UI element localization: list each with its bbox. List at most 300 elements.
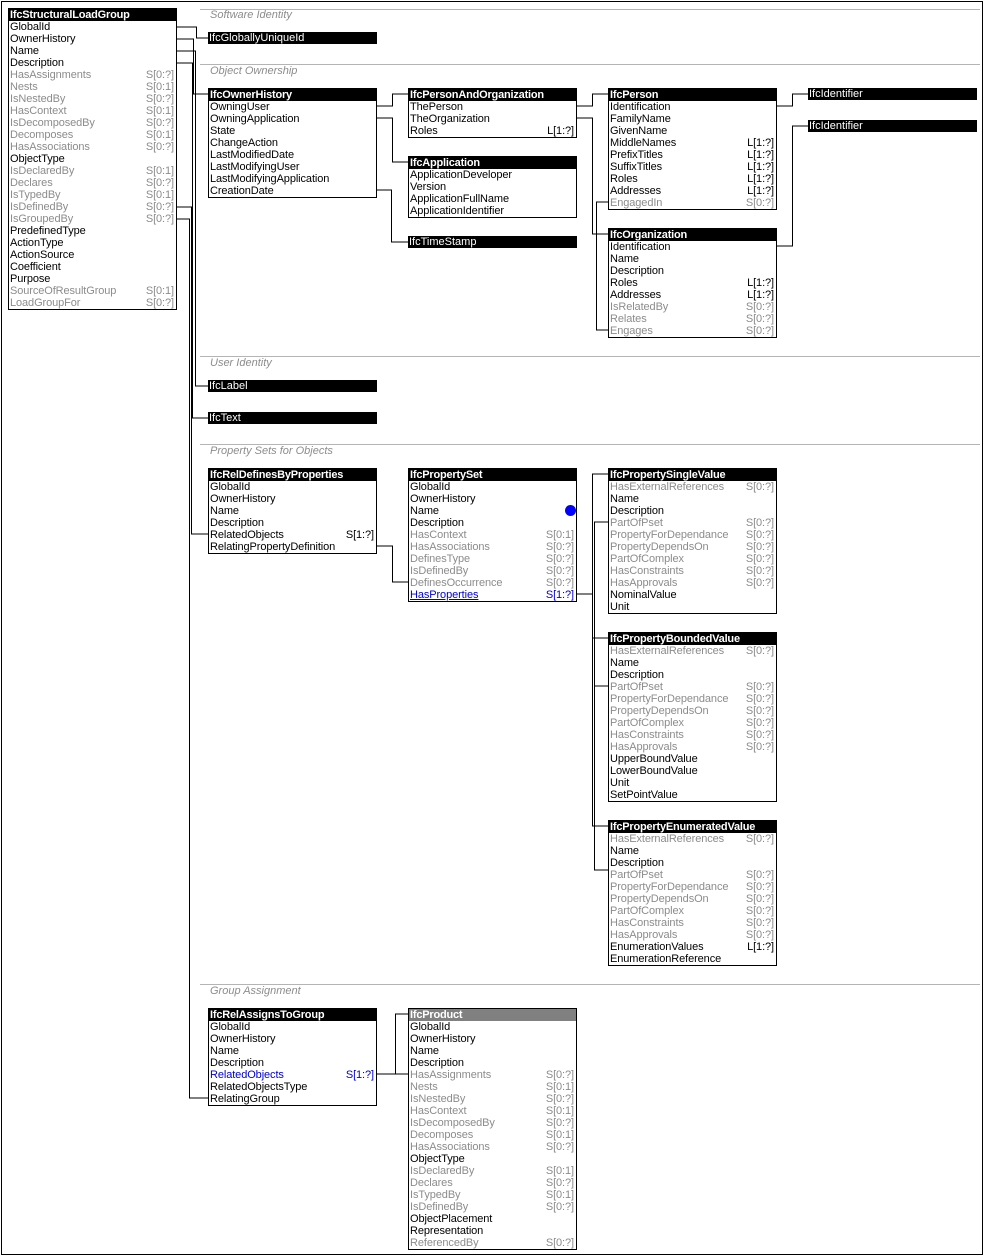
attribute-row[interactable]: [609, 137, 776, 149]
attribute-row[interactable]: [609, 277, 776, 289]
attribute-name: CreationDate: [210, 185, 274, 197]
attribute-name: EnumerationValues: [610, 941, 704, 953]
attribute-row[interactable]: [409, 193, 576, 205]
attribute-name: HasConstraints: [610, 565, 684, 577]
entity-property-bounded-value[interactable]: [608, 632, 777, 802]
attribute-name: OwnerHistory: [210, 1033, 276, 1045]
attribute-name: Declares: [10, 177, 53, 189]
attribute-cardinality: L[1:?]: [747, 173, 774, 185]
entity-title[interactable]: IfcPropertySet: [409, 469, 576, 481]
attribute-name: Name: [610, 493, 639, 505]
attribute-row[interactable]: [609, 929, 776, 941]
attribute-row[interactable]: [409, 589, 576, 601]
attribute-name: LastModifiedDate: [210, 149, 295, 161]
attribute-name: Addresses: [610, 185, 662, 197]
attribute-row[interactable]: [9, 213, 176, 225]
attribute-row[interactable]: [609, 173, 776, 185]
attribute-row[interactable]: [409, 1081, 576, 1093]
attribute-name: ObjectType: [410, 1153, 465, 1165]
attribute-row[interactable]: [209, 481, 376, 493]
attribute-row[interactable]: [409, 1153, 576, 1165]
attribute-row[interactable]: [9, 45, 176, 57]
attribute-row[interactable]: [9, 33, 176, 45]
attribute-row[interactable]: [609, 753, 776, 765]
attribute-row[interactable]: [609, 893, 776, 905]
attribute-row[interactable]: [409, 1177, 576, 1189]
attribute-name: SourceOfResultGroup: [10, 285, 117, 297]
attribute-row[interactable]: [209, 505, 376, 517]
attribute-row[interactable]: [609, 241, 776, 253]
attribute-name: IsDeclaredBy: [410, 1165, 475, 1177]
attribute-cardinality: S[1:?]: [345, 1069, 374, 1081]
entity-application[interactable]: [408, 156, 577, 218]
attribute-row[interactable]: [9, 69, 176, 81]
attribute-row[interactable]: [9, 117, 176, 129]
attribute-row[interactable]: [409, 1069, 576, 1081]
attribute-row[interactable]: [9, 201, 176, 213]
attribute-name: SuffixTitles: [610, 161, 662, 173]
selection-marker[interactable]: [565, 505, 576, 516]
attribute-cardinality: S[0:1]: [545, 1189, 574, 1201]
attribute-row[interactable]: [209, 541, 376, 553]
attribute-row[interactable]: [9, 57, 176, 69]
attribute-name: PartOfComplex: [610, 717, 684, 729]
attribute-row[interactable]: [609, 541, 776, 553]
attribute-cardinality: S[0:?]: [745, 565, 774, 577]
attribute-row[interactable]: [9, 153, 176, 165]
attribute-row[interactable]: [209, 517, 376, 529]
attribute-name: LastModifyingApplication: [210, 173, 330, 185]
attribute-row[interactable]: [609, 253, 776, 265]
attribute-name: Description: [410, 1057, 464, 1069]
label-ifc-label[interactable]: IfcLabel: [208, 380, 377, 392]
attribute-row[interactable]: [609, 301, 776, 313]
attribute-row[interactable]: [209, 493, 376, 505]
attribute-row[interactable]: [209, 125, 376, 137]
attribute-name: Description: [210, 1057, 264, 1069]
attribute-cardinality: S[1:?]: [545, 589, 574, 601]
attribute-row[interactable]: [609, 505, 776, 517]
attribute-cardinality: S[0:?]: [745, 881, 774, 893]
attribute-cardinality: S[0:?]: [545, 577, 574, 589]
attribute-cardinality: S[0:?]: [145, 201, 174, 213]
attribute-row[interactable]: [9, 237, 176, 249]
attribute-name: PartOfComplex: [610, 553, 684, 565]
attribute-name: ObjectType: [10, 153, 65, 165]
attribute-row[interactable]: [609, 589, 776, 601]
attribute-row[interactable]: [409, 1165, 576, 1177]
attribute-name: HasApprovals: [610, 577, 678, 589]
attribute-row[interactable]: [409, 1021, 576, 1033]
attribute-name: PartOfPset: [610, 869, 663, 881]
attribute-cardinality: S[0:?]: [745, 905, 774, 917]
attribute-name: IsDeclaredBy: [10, 165, 75, 177]
entity-rel-assigns-to-group[interactable]: [208, 1008, 377, 1106]
attribute-cardinality: S[0:?]: [745, 705, 774, 717]
attribute-row[interactable]: [409, 541, 576, 553]
attribute-cardinality: S[0:?]: [745, 553, 774, 565]
entity-title[interactable]: IfcRelDefinesByProperties: [209, 469, 376, 481]
attribute-row[interactable]: [9, 81, 176, 93]
entity-property-enumerated-value[interactable]: [608, 820, 777, 966]
attribute-name: LastModifyingUser: [210, 161, 300, 173]
attribute-cardinality: S[0:?]: [745, 893, 774, 905]
attribute-name: PropertyDependsOn: [610, 541, 709, 553]
attribute-name: Description: [610, 669, 664, 681]
attribute-row[interactable]: [609, 845, 776, 857]
attribute-cardinality: S[0:?]: [745, 577, 774, 589]
attribute-name: Description: [210, 517, 264, 529]
attribute-row[interactable]: [409, 1045, 576, 1057]
attribute-name: IsTypedBy: [410, 1189, 461, 1201]
attribute-row[interactable]: [609, 881, 776, 893]
entity-title[interactable]: IfcApplication: [409, 157, 576, 169]
section-user-identity: User Identity: [210, 357, 272, 369]
attribute-cardinality: S[0:1]: [145, 285, 174, 297]
attribute-row[interactable]: [609, 765, 776, 777]
attribute-row[interactable]: [9, 21, 176, 33]
attribute-row[interactable]: [609, 741, 776, 753]
attribute-row[interactable]: [209, 1045, 376, 1057]
attribute-name: PropertyDependsOn: [610, 705, 709, 717]
attribute-row[interactable]: [409, 1225, 576, 1237]
entity-title[interactable]: IfcPersonAndOrganization: [409, 89, 576, 101]
attribute-name: ChangeAction: [210, 137, 278, 149]
attribute-row[interactable]: [209, 173, 376, 185]
attribute-row[interactable]: [409, 181, 576, 193]
attribute-row[interactable]: [609, 149, 776, 161]
entity-property-set[interactable]: [408, 468, 577, 602]
attribute-cardinality: S[0:?]: [145, 69, 174, 81]
attribute-name: HasAssociations: [410, 1141, 490, 1153]
entity-person[interactable]: [608, 88, 777, 210]
attribute-row[interactable]: [9, 93, 176, 105]
attribute-cardinality: S[0:?]: [145, 177, 174, 189]
attribute-row[interactable]: [409, 1093, 576, 1105]
attribute-row[interactable]: [609, 669, 776, 681]
attribute-row[interactable]: [609, 941, 776, 953]
attribute-row[interactable]: [409, 505, 576, 517]
attribute-name: Name: [210, 1045, 239, 1057]
attribute-name: PropertyForDependance: [610, 881, 729, 893]
attribute-name: EngagedIn: [610, 197, 663, 209]
label-ifc-identifier[interactable]: IfcIdentifier: [808, 88, 977, 100]
attribute-row[interactable]: [409, 1213, 576, 1225]
attribute-row[interactable]: [9, 297, 176, 309]
attribute-row[interactable]: [9, 189, 176, 201]
attribute-list: [409, 101, 576, 137]
attribute-row[interactable]: [209, 149, 376, 161]
attribute-row[interactable]: [609, 577, 776, 589]
attribute-cardinality: S[0:?]: [545, 1177, 574, 1189]
attribute-cardinality: S[0:1]: [545, 1129, 574, 1141]
attribute-row[interactable]: [609, 693, 776, 705]
attribute-row[interactable]: [409, 125, 576, 137]
attribute-row[interactable]: [609, 953, 776, 965]
attribute-row[interactable]: [409, 1129, 576, 1141]
attribute-row[interactable]: [409, 1237, 576, 1249]
attribute-name: RelatedObjectsType: [210, 1081, 308, 1093]
attribute-cardinality: S[0:?]: [545, 541, 574, 553]
attribute-row[interactable]: [209, 1081, 376, 1093]
attribute-row[interactable]: [609, 917, 776, 929]
attribute-list: [609, 833, 776, 965]
attribute-name: HasAssignments: [10, 69, 92, 81]
attribute-cardinality: S[0:?]: [545, 553, 574, 565]
attribute-cardinality: S[0:1]: [145, 189, 174, 201]
attribute-row[interactable]: [609, 125, 776, 137]
attribute-row[interactable]: [9, 273, 176, 285]
attribute-row[interactable]: [209, 185, 376, 197]
attribute-name: HasContext: [410, 1105, 467, 1117]
label-ifc-time-stamp[interactable]: IfcTimeStamp: [408, 236, 577, 248]
attribute-row[interactable]: [609, 113, 776, 125]
attribute-name: DefinesOccurrence: [410, 577, 503, 589]
attribute-name: Description: [10, 57, 64, 69]
attribute-name: Purpose: [10, 273, 51, 285]
attribute-row[interactable]: [9, 249, 176, 261]
attribute-name: HasExternalReferences: [610, 833, 725, 845]
attribute-name: Addresses: [610, 289, 662, 301]
attribute-row[interactable]: [609, 313, 776, 325]
attribute-row[interactable]: [609, 197, 776, 209]
attribute-name: Name: [410, 1045, 439, 1057]
attribute-row[interactable]: [209, 101, 376, 113]
attribute-name: PropertyForDependance: [610, 529, 729, 541]
section-separator: [200, 64, 980, 65]
attribute-name: IsTypedBy: [10, 189, 61, 201]
attribute-row[interactable]: [409, 577, 576, 589]
attribute-list: [209, 481, 376, 553]
attribute-name: HasApprovals: [610, 929, 678, 941]
attribute-cardinality: S[0:1]: [545, 529, 574, 541]
attribute-cardinality: S[0:?]: [745, 325, 774, 337]
attribute-name: IsDecomposedBy: [410, 1117, 495, 1129]
attribute-name: HasContext: [10, 105, 67, 117]
attribute-name: IsDecomposedBy: [10, 117, 95, 129]
attribute-row[interactable]: [609, 645, 776, 657]
section-separator: [200, 9, 980, 10]
attribute-name: ObjectPlacement: [410, 1213, 493, 1225]
attribute-cardinality: S[0:1]: [545, 1165, 574, 1177]
attribute-name: TheOrganization: [410, 113, 490, 125]
attribute-row[interactable]: [209, 1069, 376, 1081]
attribute-row[interactable]: [409, 565, 576, 577]
entity-owner-history[interactable]: [208, 88, 377, 198]
attribute-cardinality: L[1:?]: [747, 289, 774, 301]
attribute-name: PartOfPset: [610, 681, 663, 693]
attribute-row[interactable]: [409, 113, 576, 125]
attribute-name: Unit: [610, 777, 630, 789]
attribute-row[interactable]: [609, 833, 776, 845]
attribute-cardinality: S[0:?]: [545, 565, 574, 577]
attribute-row[interactable]: [9, 225, 176, 237]
attribute-cardinality: S[0:1]: [545, 1081, 574, 1093]
attribute-row[interactable]: [609, 265, 776, 277]
attribute-cardinality: S[0:?]: [745, 645, 774, 657]
attribute-name: RelatedObjects: [210, 1069, 284, 1081]
attribute-row[interactable]: [409, 1141, 576, 1153]
attribute-row[interactable]: [409, 1117, 576, 1129]
entity-title[interactable]: IfcPropertyEnumeratedValue: [609, 821, 776, 833]
attribute-row[interactable]: [609, 681, 776, 693]
attribute-cardinality: S[0:?]: [745, 481, 774, 493]
attribute-cardinality: S[0:?]: [745, 681, 774, 693]
attribute-row[interactable]: [209, 113, 376, 125]
attribute-name: HasConstraints: [610, 917, 684, 929]
attribute-list: [209, 101, 376, 197]
attribute-row[interactable]: [409, 517, 576, 529]
attribute-row[interactable]: [409, 169, 576, 181]
entity-title[interactable]: IfcPropertySingleValue: [609, 469, 776, 481]
attribute-row[interactable]: [209, 1093, 376, 1105]
attribute-cardinality: S[0:?]: [745, 529, 774, 541]
attribute-row[interactable]: [9, 165, 176, 177]
label-ifc-text[interactable]: IfcText: [208, 412, 377, 424]
attribute-name: IsDefinedBy: [10, 201, 69, 213]
entity-title[interactable]: IfcStructuralLoadGroup: [9, 9, 176, 21]
attribute-name: Declares: [410, 1177, 453, 1189]
entity-organization[interactable]: [608, 228, 777, 338]
attribute-row[interactable]: [209, 1057, 376, 1069]
attribute-list: [409, 1021, 576, 1249]
attribute-row[interactable]: [609, 289, 776, 301]
attribute-row[interactable]: [209, 1033, 376, 1045]
attribute-cardinality: S[0:?]: [745, 517, 774, 529]
entity-property-single-value[interactable]: [608, 468, 777, 614]
entity-title[interactable]: IfcPerson: [609, 89, 776, 101]
entity-title[interactable]: IfcPropertyBoundedValue: [609, 633, 776, 645]
attribute-cardinality: S[0:?]: [745, 833, 774, 845]
attribute-name: ReferencedBy: [410, 1237, 479, 1249]
section-property-sets: Property Sets for Objects: [210, 445, 333, 457]
attribute-name: HasProperties: [410, 589, 479, 601]
attribute-cardinality: S[0:?]: [545, 1237, 574, 1249]
attribute-row[interactable]: [609, 185, 776, 197]
attribute-cardinality: S[0:?]: [745, 929, 774, 941]
attribute-row[interactable]: [409, 1189, 576, 1201]
attribute-cardinality: S[0:1]: [545, 1105, 574, 1117]
attribute-row[interactable]: [609, 789, 776, 801]
attribute-cardinality: S[0:?]: [545, 1117, 574, 1129]
attribute-row[interactable]: [609, 857, 776, 869]
attribute-list: [409, 481, 576, 601]
attribute-row[interactable]: [609, 905, 776, 917]
attribute-row[interactable]: [609, 705, 776, 717]
attribute-cardinality: S[0:?]: [545, 1069, 574, 1081]
attribute-row[interactable]: [609, 101, 776, 113]
entity-title[interactable]: IfcOwnerHistory: [209, 89, 376, 101]
attribute-row[interactable]: [609, 717, 776, 729]
attribute-row[interactable]: [409, 493, 576, 505]
attribute-row[interactable]: [609, 869, 776, 881]
attribute-row[interactable]: [609, 517, 776, 529]
attribute-cardinality: S[0:?]: [745, 869, 774, 881]
attribute-row[interactable]: [409, 1201, 576, 1213]
attribute-cardinality: L[1:?]: [747, 185, 774, 197]
attribute-row[interactable]: [9, 261, 176, 273]
attribute-cardinality: S[0:?]: [745, 313, 774, 325]
attribute-row[interactable]: [209, 529, 376, 541]
attribute-row[interactable]: [9, 285, 176, 297]
attribute-row[interactable]: [9, 141, 176, 153]
entity-structural-load-group[interactable]: [8, 8, 177, 310]
attribute-name: Engages: [610, 325, 653, 337]
entity-title[interactable]: IfcRelAssignsToGroup: [209, 1009, 376, 1021]
entity-rel-defines-by-properties[interactable]: [208, 468, 377, 554]
attribute-list: [609, 241, 776, 337]
attribute-row[interactable]: [609, 657, 776, 669]
attribute-name: IsDefinedBy: [410, 1201, 469, 1213]
attribute-row[interactable]: [409, 101, 576, 113]
label-ifc-globally-unique-id[interactable]: IfcGloballyUniqueId: [208, 32, 377, 44]
attribute-row[interactable]: [9, 105, 176, 117]
attribute-name: ApplicationDeveloper: [410, 169, 512, 181]
attribute-cardinality: S[0:1]: [145, 105, 174, 117]
entity-title[interactable]: IfcProduct: [409, 1009, 576, 1021]
attribute-row[interactable]: [609, 529, 776, 541]
attribute-name: PartOfPset: [610, 517, 663, 529]
attribute-row[interactable]: [609, 553, 776, 565]
attribute-name: Name: [610, 845, 639, 857]
attribute-name: PropertyDependsOn: [610, 893, 709, 905]
attribute-name: IsNestedBy: [10, 93, 66, 105]
attribute-row[interactable]: [609, 729, 776, 741]
attribute-list: [9, 21, 176, 309]
attribute-row[interactable]: [609, 481, 776, 493]
label-ifc-identifier[interactable]: IfcIdentifier: [808, 120, 977, 132]
attribute-row[interactable]: [409, 553, 576, 565]
attribute-row[interactable]: [209, 137, 376, 149]
entity-product[interactable]: [408, 1008, 577, 1250]
attribute-cardinality: S[0:?]: [145, 297, 174, 309]
attribute-name: Description: [410, 517, 464, 529]
attribute-name: Identification: [610, 101, 671, 113]
attribute-name: Relates: [610, 313, 647, 325]
attribute-row[interactable]: [609, 565, 776, 577]
attribute-cardinality: L[1:?]: [747, 149, 774, 161]
attribute-cardinality: S[0:1]: [145, 129, 174, 141]
attribute-row[interactable]: [609, 325, 776, 337]
attribute-row[interactable]: [409, 1105, 576, 1117]
attribute-cardinality: L[1:?]: [747, 137, 774, 149]
attribute-name: IsNestedBy: [410, 1093, 466, 1105]
attribute-row[interactable]: [409, 529, 576, 541]
attribute-row[interactable]: [609, 777, 776, 789]
attribute-row[interactable]: [409, 1033, 576, 1045]
attribute-name: Roles: [410, 125, 438, 137]
entity-person-and-organization[interactable]: [408, 88, 577, 138]
entity-title[interactable]: IfcOrganization: [609, 229, 776, 241]
attribute-name: Name: [610, 253, 639, 265]
attribute-row[interactable]: [609, 161, 776, 173]
attribute-row[interactable]: [609, 493, 776, 505]
attribute-row[interactable]: [209, 161, 376, 173]
attribute-cardinality: S[0:?]: [145, 93, 174, 105]
attribute-row[interactable]: [409, 481, 576, 493]
attribute-row[interactable]: [9, 177, 176, 189]
attribute-cardinality: L[1:?]: [747, 161, 774, 173]
attribute-row[interactable]: [409, 205, 576, 217]
attribute-cardinality: S[0:?]: [745, 197, 774, 209]
attribute-row[interactable]: [209, 1021, 376, 1033]
attribute-row[interactable]: [9, 129, 176, 141]
attribute-row[interactable]: [409, 1057, 576, 1069]
attribute-name: RelatingGroup: [210, 1093, 280, 1105]
attribute-name: Name: [410, 505, 439, 517]
section-separator: [200, 984, 980, 985]
attribute-row[interactable]: [609, 601, 776, 613]
